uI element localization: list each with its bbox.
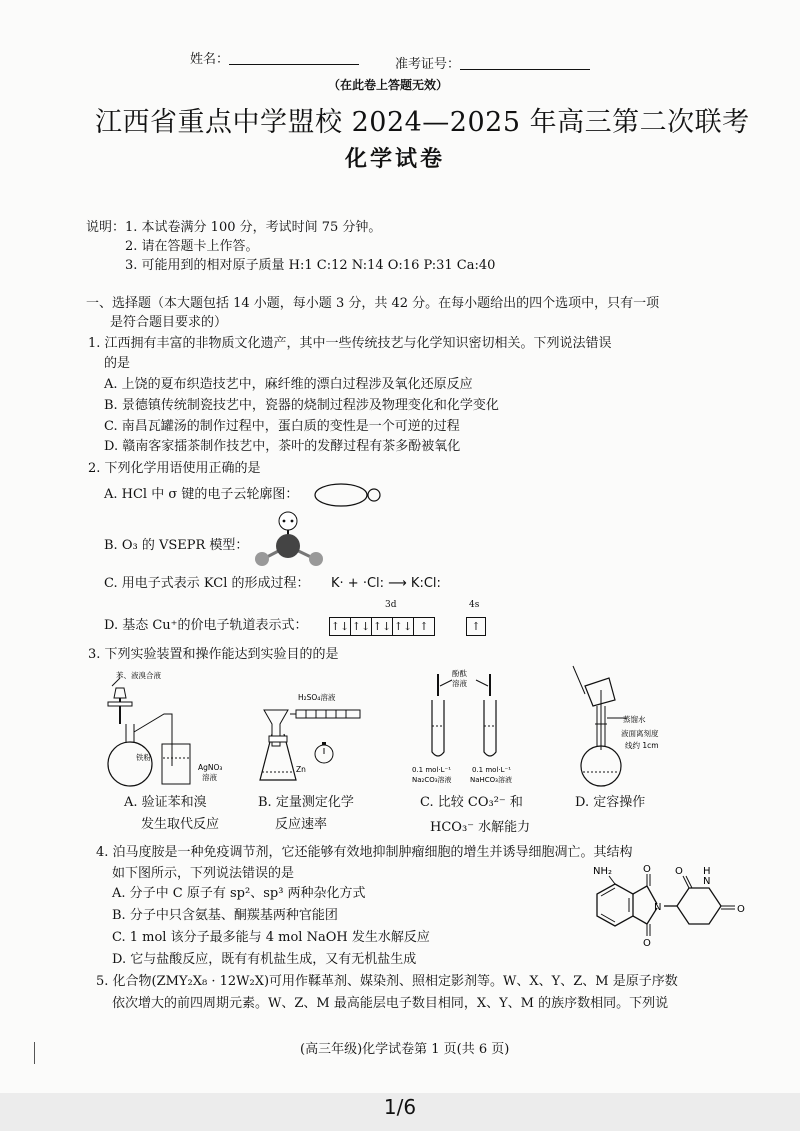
apparatus-c bbox=[410, 666, 540, 790]
apparatus-a bbox=[100, 666, 240, 791]
exam-subtitle: 化学试卷 bbox=[345, 146, 446, 172]
orbital-3d-boxes bbox=[330, 615, 435, 636]
hcl-orbital-diagram bbox=[313, 482, 383, 508]
q3-caption-c: C. 比较 CO₃²⁻ 和 bbox=[420, 795, 523, 810]
q3-caption-d: D. 定容操作 bbox=[575, 795, 646, 810]
q2-option-b: B. O₃ 的 VSEPR 模型： bbox=[104, 538, 249, 553]
scan-artifact bbox=[34, 1042, 35, 1064]
kcl-electron-formula: K· + ·Cl: ⟶ K:Cl: bbox=[331, 576, 441, 591]
label-h2so4: H₂SO₄溶液 bbox=[298, 693, 336, 702]
exam-title: 江西省重点中学盟校 2024—2025 年高三第二次联考 bbox=[95, 107, 750, 138]
label-indicator-solution: 溶液 bbox=[452, 679, 467, 688]
instruction-item: 1. 本试卷满分 100 分，考试时间 75 分钟。 bbox=[125, 220, 382, 235]
label-level-1: 液面离刻度 bbox=[621, 729, 659, 738]
orbital-box: ↑↓ bbox=[371, 617, 393, 636]
q1-stem: 1. 江西拥有丰富的非物质文化遗产，其中一些传统技艺与化学知识密切相关。下列说法错误 bbox=[88, 336, 612, 351]
q3-caption-b: B. 定量测定化学 bbox=[258, 795, 354, 810]
instruction-item: 3. 可能用到的相对原子质量 H:1 C:12 N:14 O:16 P:31 Ca:40 bbox=[125, 258, 496, 273]
label-agno3-solution: 溶液 bbox=[202, 773, 217, 782]
q4-option-c: C. 1 mol 该分子最多能与 4 mol NaOH 发生水解反应 bbox=[112, 930, 430, 945]
q4-stem-cont: 如下图所示，下列说法错误的是 bbox=[112, 866, 295, 881]
q1-stem-cont: 的是 bbox=[104, 356, 131, 371]
label-right-concentration: 0.1 mol·L⁻¹ bbox=[472, 766, 512, 774]
label-right-salt: NaHCO₃溶液 bbox=[470, 776, 512, 784]
orbital-box: ↑ bbox=[466, 617, 486, 636]
orbital-box: ↑↓ bbox=[329, 617, 351, 636]
q5-stem-cont: 依次增大的前四周期元素。W、Z、M 最高能层电子数目相同，X、Y、M 的族序数相同。下列说 bbox=[112, 996, 669, 1011]
o3-vsepr-model bbox=[250, 510, 330, 572]
orbital-box: ↑↓ bbox=[392, 617, 414, 636]
struct-n: N bbox=[703, 876, 711, 887]
q4-stem: 4. 泊马度胺是一种免疫调节剂，它还能够有效地抑制肿瘤细胞的增生并诱导细胞凋亡。其结构 bbox=[96, 845, 633, 860]
apparatus-d bbox=[565, 660, 685, 790]
q1-option-d: D. 赣南客家擂茶制作技艺中，茶叶的发酵过程有茶多酚被氧化 bbox=[104, 439, 461, 454]
label-iron-powder: 铁粉 bbox=[136, 753, 151, 762]
q3-caption-a: A. 验证苯和溴 bbox=[124, 795, 207, 810]
q1-option-c: C. 南昌瓦罐汤的制作过程中，蛋白质的变性是一个可逆的过程 bbox=[104, 419, 460, 434]
apparatus-b bbox=[250, 690, 380, 790]
label-4s: 4s bbox=[469, 600, 480, 610]
q3-caption-a-cont: 发生取代反应 bbox=[141, 817, 220, 832]
q4-option-d: D. 它与盐酸反应，既有有机盐生成，又有无机盐生成 bbox=[112, 952, 417, 967]
pomalidomide-structure bbox=[585, 862, 765, 954]
name-label: 姓名： bbox=[190, 52, 230, 67]
label-distilled-water: 蒸馏水 bbox=[623, 715, 646, 724]
label-zinc: Zn bbox=[296, 765, 306, 774]
q3-caption-c-cont: HCO₃⁻ 水解能力 bbox=[430, 820, 531, 835]
section-heading: 一、选择题（本大题包括 14 小题，每小题 3 分，共 42 分。在每小题给出的四个选项中，只有一项 bbox=[86, 296, 660, 311]
orbital-box: ↑↓ bbox=[350, 617, 372, 636]
label-3d: 3d bbox=[385, 600, 397, 610]
struct-o: O bbox=[737, 904, 745, 915]
label-benzene-bromine: 苯、液溴合液 bbox=[116, 671, 161, 680]
instruction-item: 2. 请在答题卡上作答。 bbox=[125, 239, 259, 254]
q3-caption-b-cont: 反应速率 bbox=[275, 817, 328, 832]
section-heading-cont: 是符合题目要求的） bbox=[110, 315, 228, 330]
q2-stem: 2. 下列化学用语使用正确的是 bbox=[88, 461, 261, 476]
label-phenolphthalein: 酚酞 bbox=[452, 669, 467, 678]
exam-no-field bbox=[395, 55, 590, 75]
q2-option-d: D. 基态 Cu⁺的价电子轨道表示式： bbox=[104, 618, 308, 633]
q3-stem: 3. 下列实验装置和操作能达到实验目的的是 bbox=[88, 647, 339, 662]
q4-option-b: B. 分子中只含氨基、酮羰基两种官能团 bbox=[112, 908, 338, 923]
exam-no-label: 准考证号： bbox=[395, 57, 461, 72]
struct-n: N bbox=[654, 902, 662, 913]
struct-o: O bbox=[643, 938, 651, 949]
instructions-prefix: 说明： bbox=[86, 220, 126, 235]
q4-option-a: A. 分子中 C 原子有 sp²、sp³ 两种杂化方式 bbox=[112, 886, 366, 901]
name-field bbox=[190, 50, 359, 70]
struct-nh2: NH₂ bbox=[593, 866, 613, 877]
q1-option-b: B. 景德镇传统制瓷技艺中，瓷器的烧制过程涉及物理变化和化学变化 bbox=[104, 398, 499, 413]
name-blank bbox=[229, 50, 359, 65]
struct-o: O bbox=[675, 866, 683, 877]
label-left-concentration: 0.1 mol·L⁻¹ bbox=[412, 766, 452, 774]
viewer-page-indicator: 1/6 bbox=[383, 1095, 417, 1119]
orbital-box: ↑ bbox=[413, 617, 435, 636]
struct-h: H bbox=[703, 866, 711, 877]
struct-o: O bbox=[643, 864, 651, 875]
label-level-2: 线约 1cm bbox=[625, 741, 659, 750]
header-note: （在此卷上答题无效） bbox=[328, 78, 449, 92]
q5-stem: 5. 化合物(ZMY₂X₈ · 12W₂X)可用作鞣革剂、媒染剂、照相定影剂等。W、X、Y、Z、M 是原子序数 bbox=[96, 974, 678, 989]
label-left-salt: Na₂CO₃溶液 bbox=[412, 776, 452, 784]
q2-option-c: C. 用电子式表示 KCl 的形成过程： bbox=[104, 576, 310, 591]
orbital-4s-box bbox=[467, 615, 486, 636]
exam-no-blank bbox=[460, 55, 590, 70]
q2-option-a: A. HCl 中 σ 键的电子云轮廓图： bbox=[104, 487, 299, 502]
page-footer: (高三年级)化学试卷第 1 页(共 6 页) bbox=[300, 1042, 510, 1057]
label-agno3: AgNO₃ bbox=[198, 763, 223, 772]
q1-option-a: A. 上饶的夏布织造技艺中，麻纤维的漂白过程涉及氧化还原反应 bbox=[104, 377, 473, 392]
